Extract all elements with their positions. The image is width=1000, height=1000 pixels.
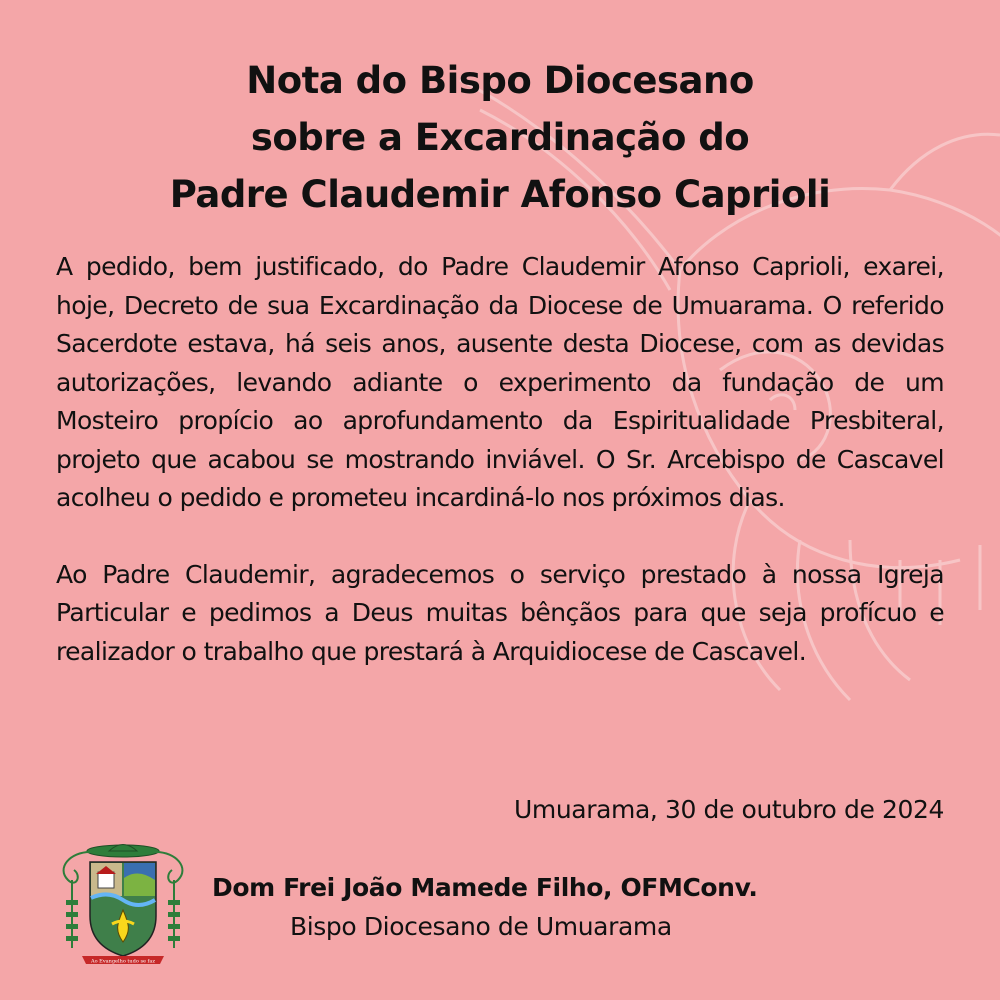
note-body: [56, 248, 944, 671]
date-line: Umuarama, 30 de outubro de 2024: [514, 795, 944, 824]
title-line-3: Padre Claudemir Afonso Caprioli: [169, 173, 831, 216]
title-line-1: Nota do Bispo Diocesano: [246, 59, 754, 102]
coat-of-arms-icon: [52, 838, 194, 968]
signature-name: Dom Frei João Mamede Filho, OFMConv.: [212, 873, 758, 902]
title-line-2: sobre a Excardinação do: [250, 116, 750, 159]
paragraph-1: A pedido, bem justificado, do Padre Claudemir Afonso Caprioli, exarei, hoje, Decreto de sua Excardinação da Diocese de Umuarama. O referido Sacerdote estava, há seis anos, ausente desta Diocese, com as devidas autorizações, levando adiante o experimento da fundação de um Mosteiro propício ao aprofundamento da Espiritualidade Presbiteral, projeto que acabou se mostrando inviável. O Sr. Arcebispo de Cascavel acolheu o pedido e prometeu incardiná-lo nos próximos dias.: [56, 252, 944, 512]
signature-role: Bispo Diocesano de Umuarama: [290, 912, 672, 941]
page-title: [0, 52, 1000, 223]
paragraph-2: Ao Padre Claudemir, agradecemos o serviço prestado à nossa Igreja Particular e pedimos a Deus muitas bênçãos para que seja profícuo e realizador o trabalho que prestará à Arquidiocese de Cascavel.: [56, 559, 944, 666]
coat-motto: Ao Evangelho tudo se faz: [90, 958, 156, 965]
